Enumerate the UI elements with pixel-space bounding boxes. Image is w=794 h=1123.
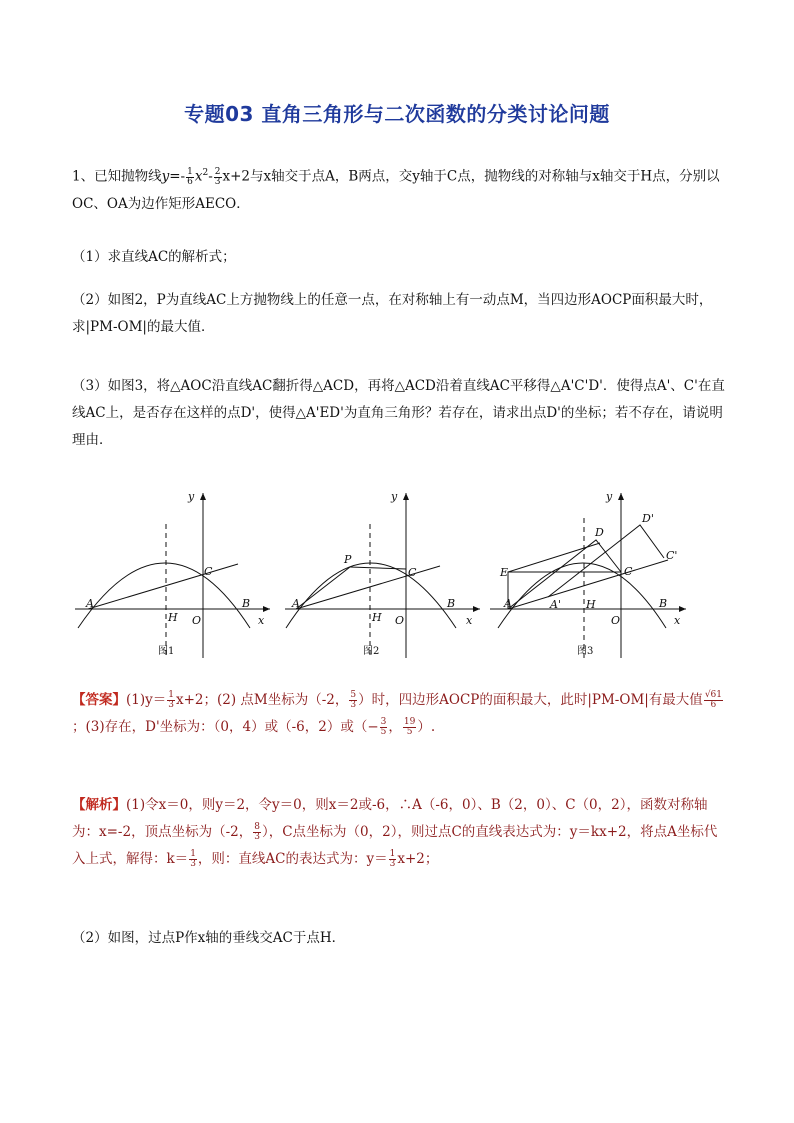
fraction: $\frac{1}{6}$ xyxy=(187,166,193,187)
figure-1 xyxy=(70,488,270,663)
figures xyxy=(70,488,700,663)
fraction: $\frac{√61}{6}$ xyxy=(704,690,722,710)
svg-text:O: O xyxy=(395,614,405,627)
solution-label: 【解析】 xyxy=(72,797,126,813)
svg-text:y: y xyxy=(391,490,398,503)
sub-question-2: （2）如图2，P为直线AC上方抛物线上的任意一点，在对称轴上有一动点M，当四边形AOCP面积最大时，求|PM-OM|的最大值． xyxy=(72,292,713,335)
figure-2-graph xyxy=(280,488,480,663)
solution-part-2: （2）如图，过点P作x轴的垂线交AC于点H． xyxy=(72,930,346,946)
svg-text:D': D' xyxy=(642,512,654,525)
svg-text:C': C' xyxy=(666,549,678,562)
svg-text:x: x xyxy=(466,614,473,627)
svg-text:H: H xyxy=(168,611,178,624)
figure-3 xyxy=(490,488,690,663)
fraction: $\frac{5}{3}$ xyxy=(350,690,357,710)
fraction: $\frac{1}{3}$ xyxy=(190,849,196,869)
solution-block: 【解析】(1)令x＝0，则y＝2，令y＝0，则x＝2或-6，∴A（-6，0）、B（2，0）、C（0，2），函数对称轴为：x=-2，顶点坐标为（-2， $\frac{8}{3}$ ），C点坐标为（0，2），则过点C的直线表达式为：y＝kx+2，将点A坐标代入上式，解得：k＝ $\frac{1}{3}$ ，则：直线AC的表达式为：y＝ $\frac{1}{3}$ x+2； xyxy=(72,797,718,869)
svg-text:x: x xyxy=(258,614,265,627)
svg-text:H: H xyxy=(586,598,596,611)
fraction: $\frac{2}{3}$ xyxy=(214,166,221,187)
svg-text:C: C xyxy=(624,565,633,578)
fraction: $\frac{3}{5}$ xyxy=(380,717,387,737)
svg-text:y: y xyxy=(606,490,613,503)
svg-text:E: E xyxy=(500,566,509,579)
svg-text:H: H xyxy=(372,611,382,624)
figure-3-caption: 图3 xyxy=(577,646,594,657)
svg-text:A: A xyxy=(292,597,300,610)
fraction: $\frac{1}{3}$ xyxy=(168,690,174,710)
svg-text:y: y xyxy=(188,490,195,503)
svg-text:C: C xyxy=(408,566,417,579)
page-title: 专题03 直角三角形与二次函数的分类讨论问题 xyxy=(184,102,610,126)
fraction: $\frac{19}{5}$ xyxy=(403,717,416,737)
answer-label: 【答案】 xyxy=(72,692,126,708)
svg-text:B: B xyxy=(447,597,456,610)
svg-text:B: B xyxy=(242,597,251,610)
svg-text:C: C xyxy=(204,565,213,578)
svg-text:D: D xyxy=(595,526,604,539)
svg-text:O: O xyxy=(192,614,202,627)
figure-2 xyxy=(280,488,480,663)
svg-text:P: P xyxy=(344,553,352,566)
sub-question-3: （3）如图3，将△AOC沿直线AC翻折得△ACD，再将△ACD沿着直线AC平移得△A'C'D'．使得点A'、C'在直线AC上，是否存在这样的点D'，使得△A'ED'为直角三角形？若存在，请求出点D'的坐标；若不存在，请说明理由． xyxy=(72,378,725,448)
figure-1-caption: 图1 xyxy=(158,646,175,657)
fraction: $\frac{8}{3}$ xyxy=(254,822,260,842)
svg-text:A: A xyxy=(86,597,94,610)
figure-3-graph xyxy=(490,488,690,663)
svg-text:O: O xyxy=(611,614,621,627)
svg-text:A: A xyxy=(504,597,512,610)
question-1: 1、已知抛物线y=- $\frac{1}{6}$ $x^2-$ $\frac{2}{3}$ x+2与x轴交于点A，B两点，交y轴于C点，抛物线的对称轴与x轴交于H点，分别以OC、OA为边作矩形AECO． xyxy=(72,166,720,212)
svg-text:B: B xyxy=(659,597,668,610)
figure-1-graph xyxy=(70,488,270,663)
sub-question-1: （1）求直线AC的解析式； xyxy=(72,249,236,265)
svg-text:x: x xyxy=(674,614,681,627)
svg-text:A': A' xyxy=(550,598,561,611)
figure-2-caption: 图2 xyxy=(363,646,380,657)
answer-block: 【答案】(1)y＝ $\frac{1}{3}$ x+2；(2) 点M坐标为（-2， $\frac{5}{3}$ ）时，四边形AOCP的面积最大，此时|PM-OM|有最大值 $\frac{√61}{6}$ ；(3)存在，D'坐标为：（0，4）或（-6，2）或（− $\frac{3}{5}$ ， $\frac{19}{5}$ ）. xyxy=(72,690,722,737)
fraction: $\frac{1}{3}$ xyxy=(389,849,396,869)
